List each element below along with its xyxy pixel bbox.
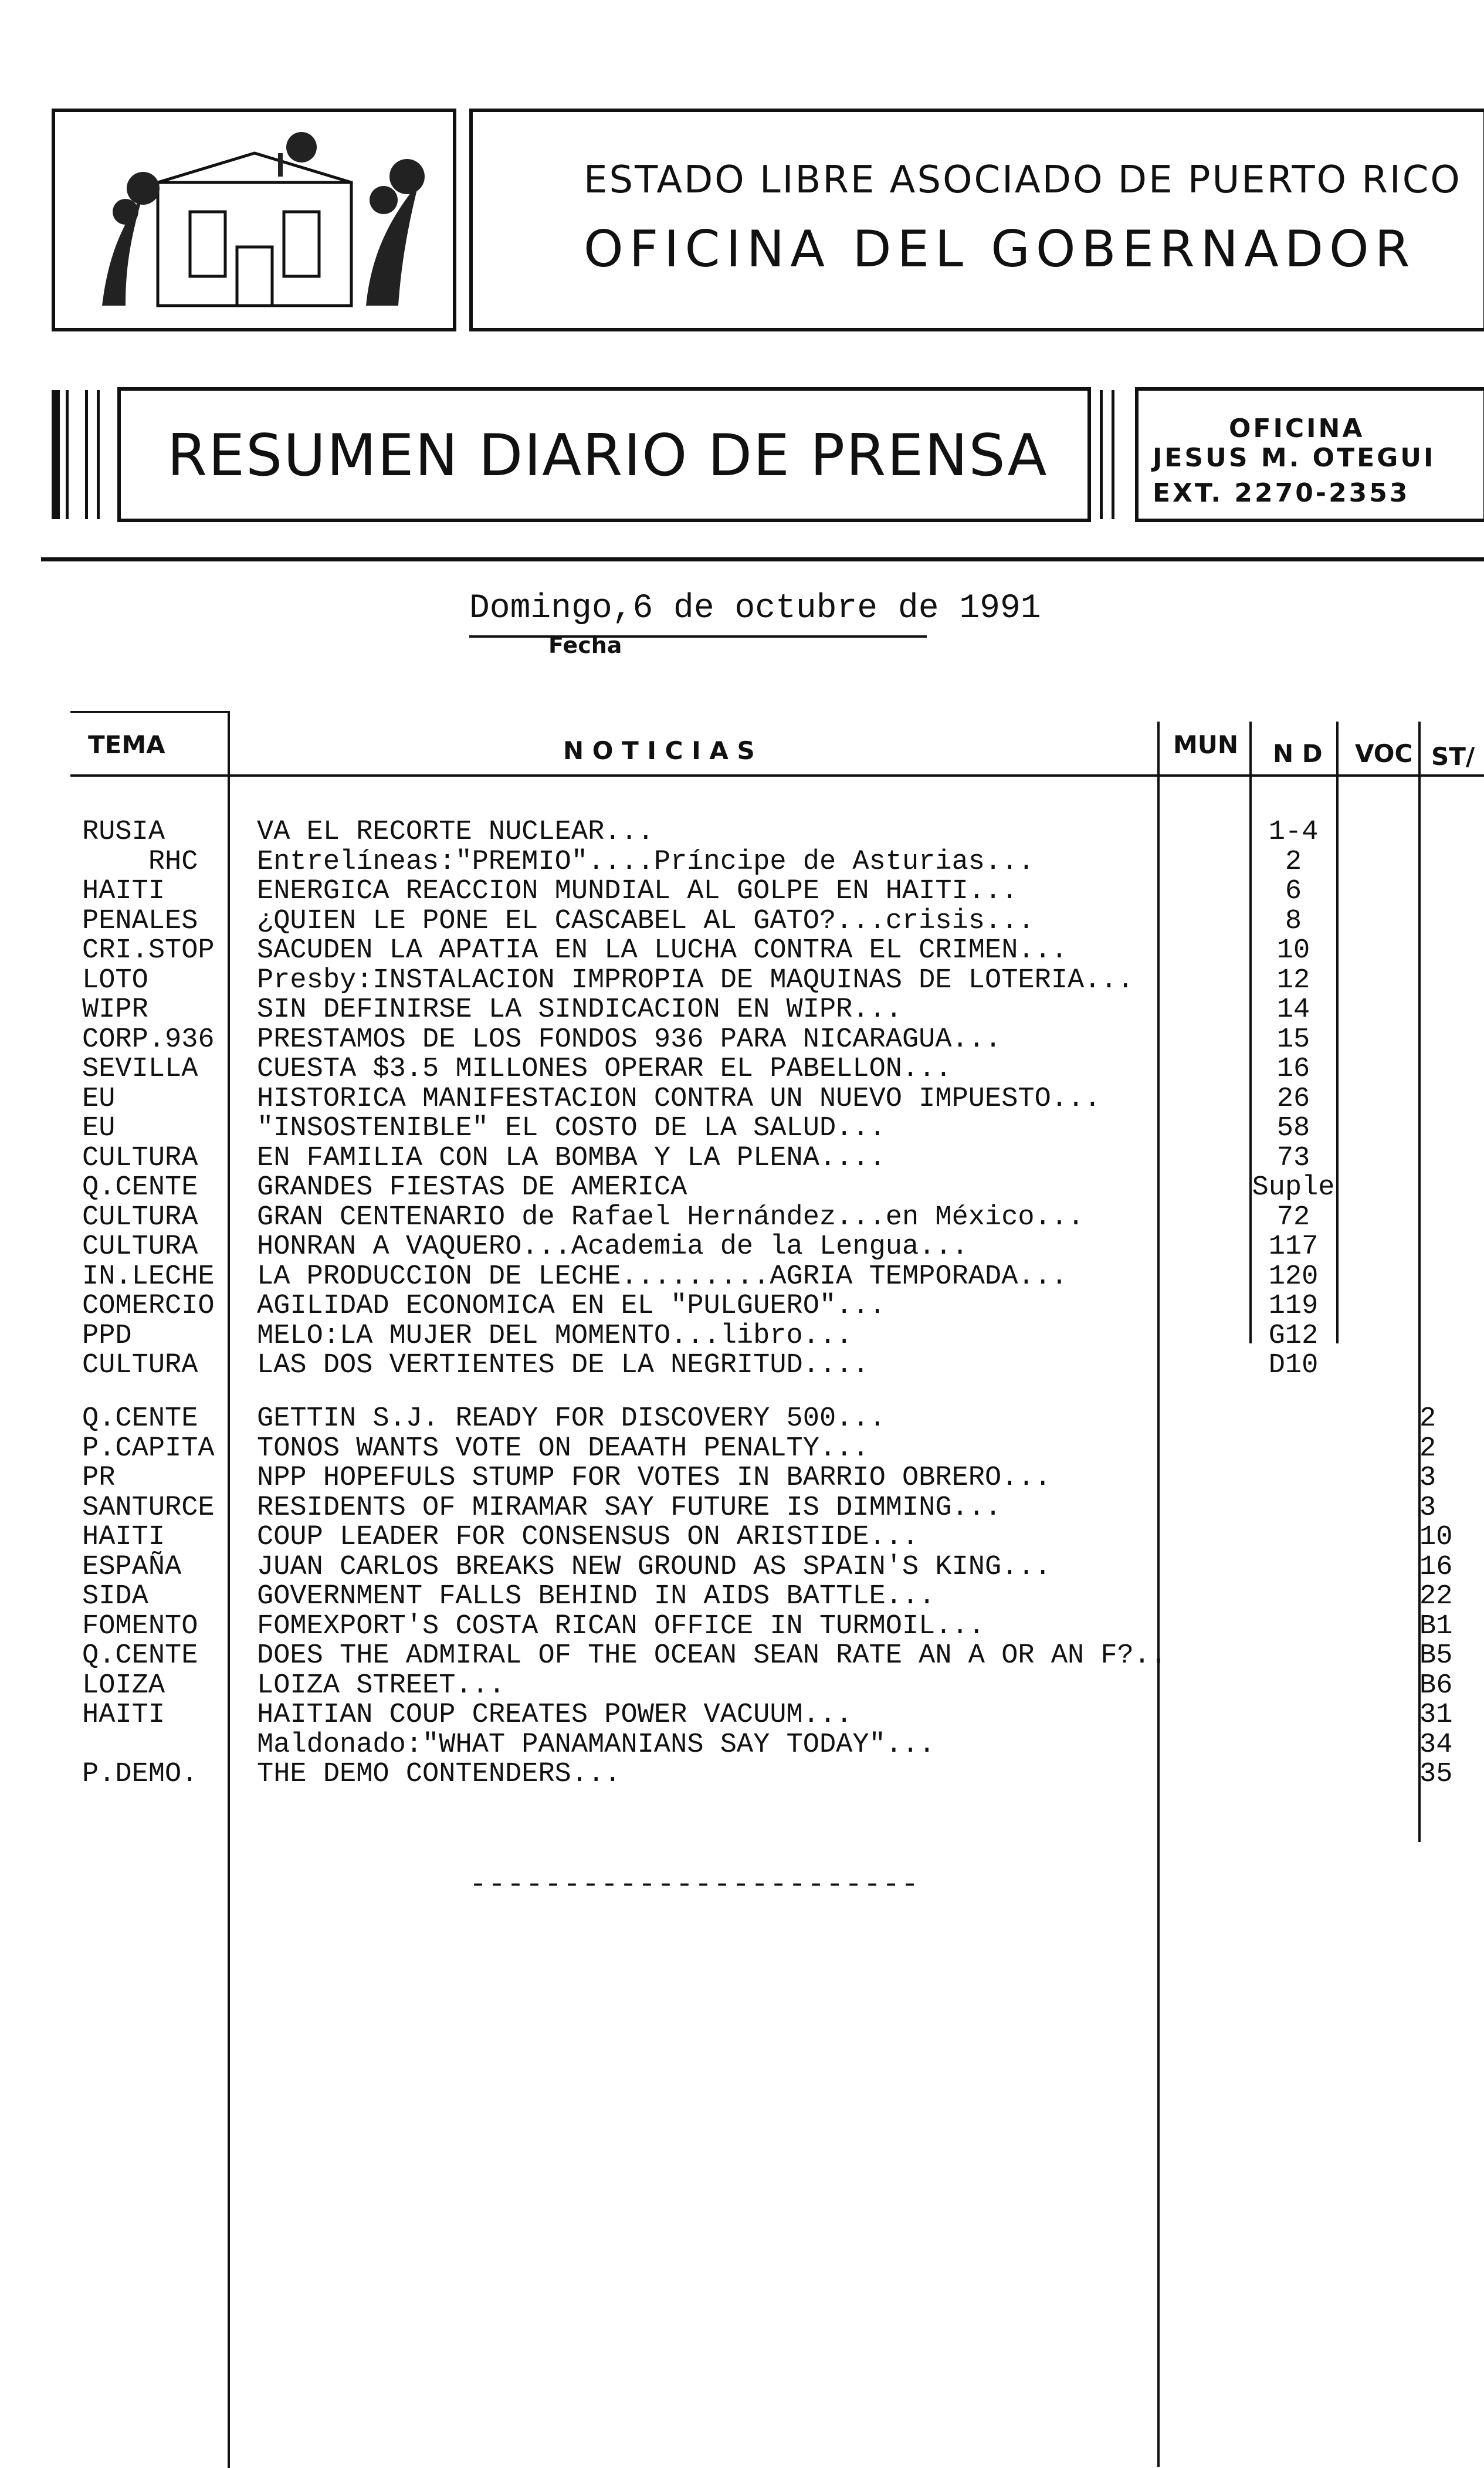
row-tema: HAITI xyxy=(82,1699,165,1731)
row-headline: ¿QUIEN LE PONE EL CASCABEL AL GATO?...crisis... xyxy=(257,905,1035,937)
row-tema: P.CAPITA xyxy=(82,1433,215,1464)
contact-office: OFICINA xyxy=(1229,414,1365,444)
row-nd: 14 xyxy=(1276,994,1310,1025)
row-nd: 10 xyxy=(1276,935,1310,966)
column-header-star: ST/ xyxy=(1431,742,1475,771)
date-underline xyxy=(469,635,927,638)
column-header-mun: MUN xyxy=(1173,730,1239,759)
row-tema: IN.LECHE xyxy=(82,1261,215,1292)
row-star: B1 xyxy=(1419,1610,1453,1642)
row-headline: GOVERNMENT FALLS BEHIND IN AIDS BATTLE... xyxy=(257,1581,936,1612)
row-headline: HAITIAN COUP CREATES POWER VACUUM... xyxy=(257,1699,853,1731)
row-tema: P.DEMO. xyxy=(82,1759,198,1790)
row-headline: HONRAN A VAQUERO...Academia de la Lengua... xyxy=(257,1231,968,1262)
decorative-bar xyxy=(66,390,69,519)
row-tema: PR xyxy=(82,1462,116,1494)
row-star: 31 xyxy=(1419,1699,1453,1731)
row-tema: CULTURA xyxy=(82,1231,198,1262)
row-headline: Entrelíneas:"PREMIO"....Príncipe de Asturias... xyxy=(257,846,1035,878)
decorative-bar xyxy=(52,390,60,519)
row-headline: VA EL RECORTE NUCLEAR... xyxy=(257,817,654,848)
row-headline: AGILIDAD ECONOMICA EN EL "PULGUERO"... xyxy=(257,1291,886,1322)
row-star: B5 xyxy=(1419,1640,1453,1671)
row-headline: SIN DEFINIRSE LA SINDICACION EN WIPR... xyxy=(257,994,902,1025)
row-nd: 58 xyxy=(1276,1113,1310,1144)
end-separator: ------------------------ xyxy=(469,1868,920,1902)
row-headline: RESIDENTS OF MIRAMAR SAY FUTURE IS DIMMING... xyxy=(257,1492,1002,1524)
row-headline: DOES THE ADMIRAL OF THE OCEAN SEAN RATE AN A OR AN F?.. xyxy=(257,1640,1167,1671)
row-tema: CORP.936 xyxy=(82,1024,215,1055)
row-headline: JUAN CARLOS BREAKS NEW GROUND AS SPAIN'S KING... xyxy=(257,1551,1051,1583)
row-nd: 119 xyxy=(1268,1291,1319,1322)
row-headline: GETTIN S.J. READY FOR DISCOVERY 500... xyxy=(257,1403,886,1434)
row-nd: 2 xyxy=(1285,846,1302,878)
row-tema: PENALES xyxy=(82,905,198,937)
row-headline: CUESTA $3.5 MILLONES OPERAR EL PABELLON... xyxy=(257,1054,952,1085)
row-tema: CRI.STOP xyxy=(82,935,215,966)
row-nd: 16 xyxy=(1276,1054,1310,1085)
row-headline: GRAN CENTENARIO de Rafael Hernández...en México... xyxy=(257,1201,1085,1233)
row-star: 3 xyxy=(1419,1462,1436,1494)
column-header-tema: TEMA xyxy=(88,730,165,759)
office-title: OFICINA DEL GOBERNADOR xyxy=(584,220,1416,279)
row-tema: RUSIA xyxy=(82,817,165,848)
row-tema: Q.CENTE xyxy=(82,1640,198,1671)
row-headline: THE DEMO CONTENDERS... xyxy=(257,1759,621,1790)
row-headline: PRESTAMOS DE LOS FONDOS 936 PARA NICARAGUA... xyxy=(257,1024,1002,1055)
row-headline: TONOS WANTS VOTE ON DEAATH PENALTY... xyxy=(257,1433,869,1464)
row-nd: 26 xyxy=(1276,1083,1310,1115)
contact-extension: EXT. 2270-2353 xyxy=(1153,478,1410,508)
row-star: B6 xyxy=(1419,1670,1453,1701)
summary-title: RESUMEN DIARIO DE PRENSA xyxy=(167,422,1048,489)
decorative-bar xyxy=(1100,390,1103,519)
row-nd: G12 xyxy=(1268,1320,1319,1352)
row-headline: "INSOSTENIBLE" EL COSTO DE LA SALUD... xyxy=(257,1113,886,1144)
governor-mansion-logo xyxy=(55,112,453,328)
row-nd: Suple xyxy=(1252,1172,1335,1203)
row-tema: HAITI xyxy=(82,876,165,907)
row-star: 2 xyxy=(1419,1433,1436,1464)
header-rule xyxy=(41,557,1484,561)
header-underline xyxy=(70,774,1484,777)
row-nd: 72 xyxy=(1276,1201,1310,1233)
row-tema: Q.CENTE xyxy=(82,1403,198,1434)
row-tema: LOIZA xyxy=(82,1670,165,1701)
column-divider xyxy=(228,711,230,2468)
table-top-rule xyxy=(70,711,229,713)
row-tema: RHC xyxy=(82,846,198,878)
row-star: 35 xyxy=(1419,1759,1453,1790)
column-divider xyxy=(1157,722,1160,2467)
row-star: 2 xyxy=(1419,1403,1436,1434)
row-headline: SACUDEN LA APATIA EN LA LUCHA CONTRA EL CRIMEN... xyxy=(257,935,1068,966)
row-nd: 6 xyxy=(1285,876,1302,907)
row-nd: 8 xyxy=(1285,905,1302,937)
row-tema: EU xyxy=(82,1113,116,1144)
row-tema: SANTURCE xyxy=(82,1492,215,1524)
row-tema: CULTURA xyxy=(82,1350,198,1381)
row-tema: Q.CENTE xyxy=(82,1172,198,1203)
row-nd: D10 xyxy=(1268,1350,1319,1381)
row-headline: COUP LEADER FOR CONSENSUS ON ARISTIDE... xyxy=(257,1522,919,1553)
row-tema: SEVILLA xyxy=(82,1054,198,1085)
row-headline: LOIZA STREET... xyxy=(257,1670,506,1701)
decorative-bar xyxy=(1112,390,1114,519)
row-star: 16 xyxy=(1419,1551,1453,1583)
column-header-voc: VOC xyxy=(1355,739,1413,768)
row-headline: Maldonado:"WHAT PANAMANIANS SAY TODAY"... xyxy=(257,1729,936,1761)
row-headline: ENERGICA REACCION MUNDIAL AL GOLPE EN HAITI... xyxy=(257,876,1018,907)
row-headline: LA PRODUCCION DE LECHE.........AGRIA TEMPORADA... xyxy=(257,1261,1068,1292)
row-star: 34 xyxy=(1419,1729,1453,1761)
row-tema: FOMENTO xyxy=(82,1610,198,1642)
row-headline: HISTORICA MANIFESTACION CONTRA UN NUEVO IMPUESTO... xyxy=(257,1083,1101,1115)
row-nd: 1-4 xyxy=(1268,817,1319,848)
row-star: 3 xyxy=(1419,1492,1436,1524)
row-tema: CULTURA xyxy=(82,1142,198,1174)
row-headline: GRANDES FIESTAS DE AMERICA xyxy=(257,1172,687,1203)
row-tema: LOTO xyxy=(82,964,148,996)
row-nd: 117 xyxy=(1268,1231,1319,1262)
date-label: Fecha xyxy=(548,632,622,658)
column-header-noticias: N O T I C I A S xyxy=(563,736,755,765)
government-subtitle: ESTADO LIBRE ASOCIADO DE PUERTO RICO xyxy=(584,158,1462,202)
date-value: Domingo,6 de octubre de 1991 xyxy=(469,590,1041,628)
row-nd: 15 xyxy=(1276,1024,1310,1055)
row-tema: HAITI xyxy=(82,1522,165,1553)
row-nd: 120 xyxy=(1268,1261,1319,1292)
row-nd: 73 xyxy=(1276,1142,1310,1174)
row-tema: EU xyxy=(82,1083,116,1115)
row-headline: Presby:INSTALACION IMPROPIA DE MAQUINAS DE LOTERIA... xyxy=(257,964,1134,996)
row-star: 10 xyxy=(1419,1522,1453,1553)
row-tema: PPD xyxy=(82,1320,132,1352)
decorative-bar xyxy=(97,390,100,519)
row-headline: LAS DOS VERTIENTES DE LA NEGRITUD.... xyxy=(257,1350,869,1381)
logo-box xyxy=(52,109,456,331)
decorative-bar xyxy=(85,390,88,519)
row-tema: COMERCIO xyxy=(82,1291,215,1322)
row-headline: FOMEXPORT'S COSTA RICAN OFFICE IN TURMOIL... xyxy=(257,1610,985,1642)
row-tema: CULTURA xyxy=(82,1201,198,1233)
contact-name: JESUS M. OTEGUI xyxy=(1153,443,1436,473)
row-star: 22 xyxy=(1419,1581,1453,1612)
row-tema: ESPAÑA xyxy=(82,1551,182,1583)
row-nd: 12 xyxy=(1276,964,1310,996)
column-header-nd: N D xyxy=(1273,739,1323,768)
row-headline: NPP HOPEFULS STUMP FOR VOTES IN BARRIO OBRERO... xyxy=(257,1462,1051,1494)
row-headline: MELO:LA MUJER DEL MOMENTO...libro... xyxy=(257,1320,853,1352)
row-tema: WIPR xyxy=(82,994,148,1025)
row-headline: EN FAMILIA CON LA BOMBA Y LA PLENA.... xyxy=(257,1142,886,1174)
row-tema: SIDA xyxy=(82,1581,148,1612)
